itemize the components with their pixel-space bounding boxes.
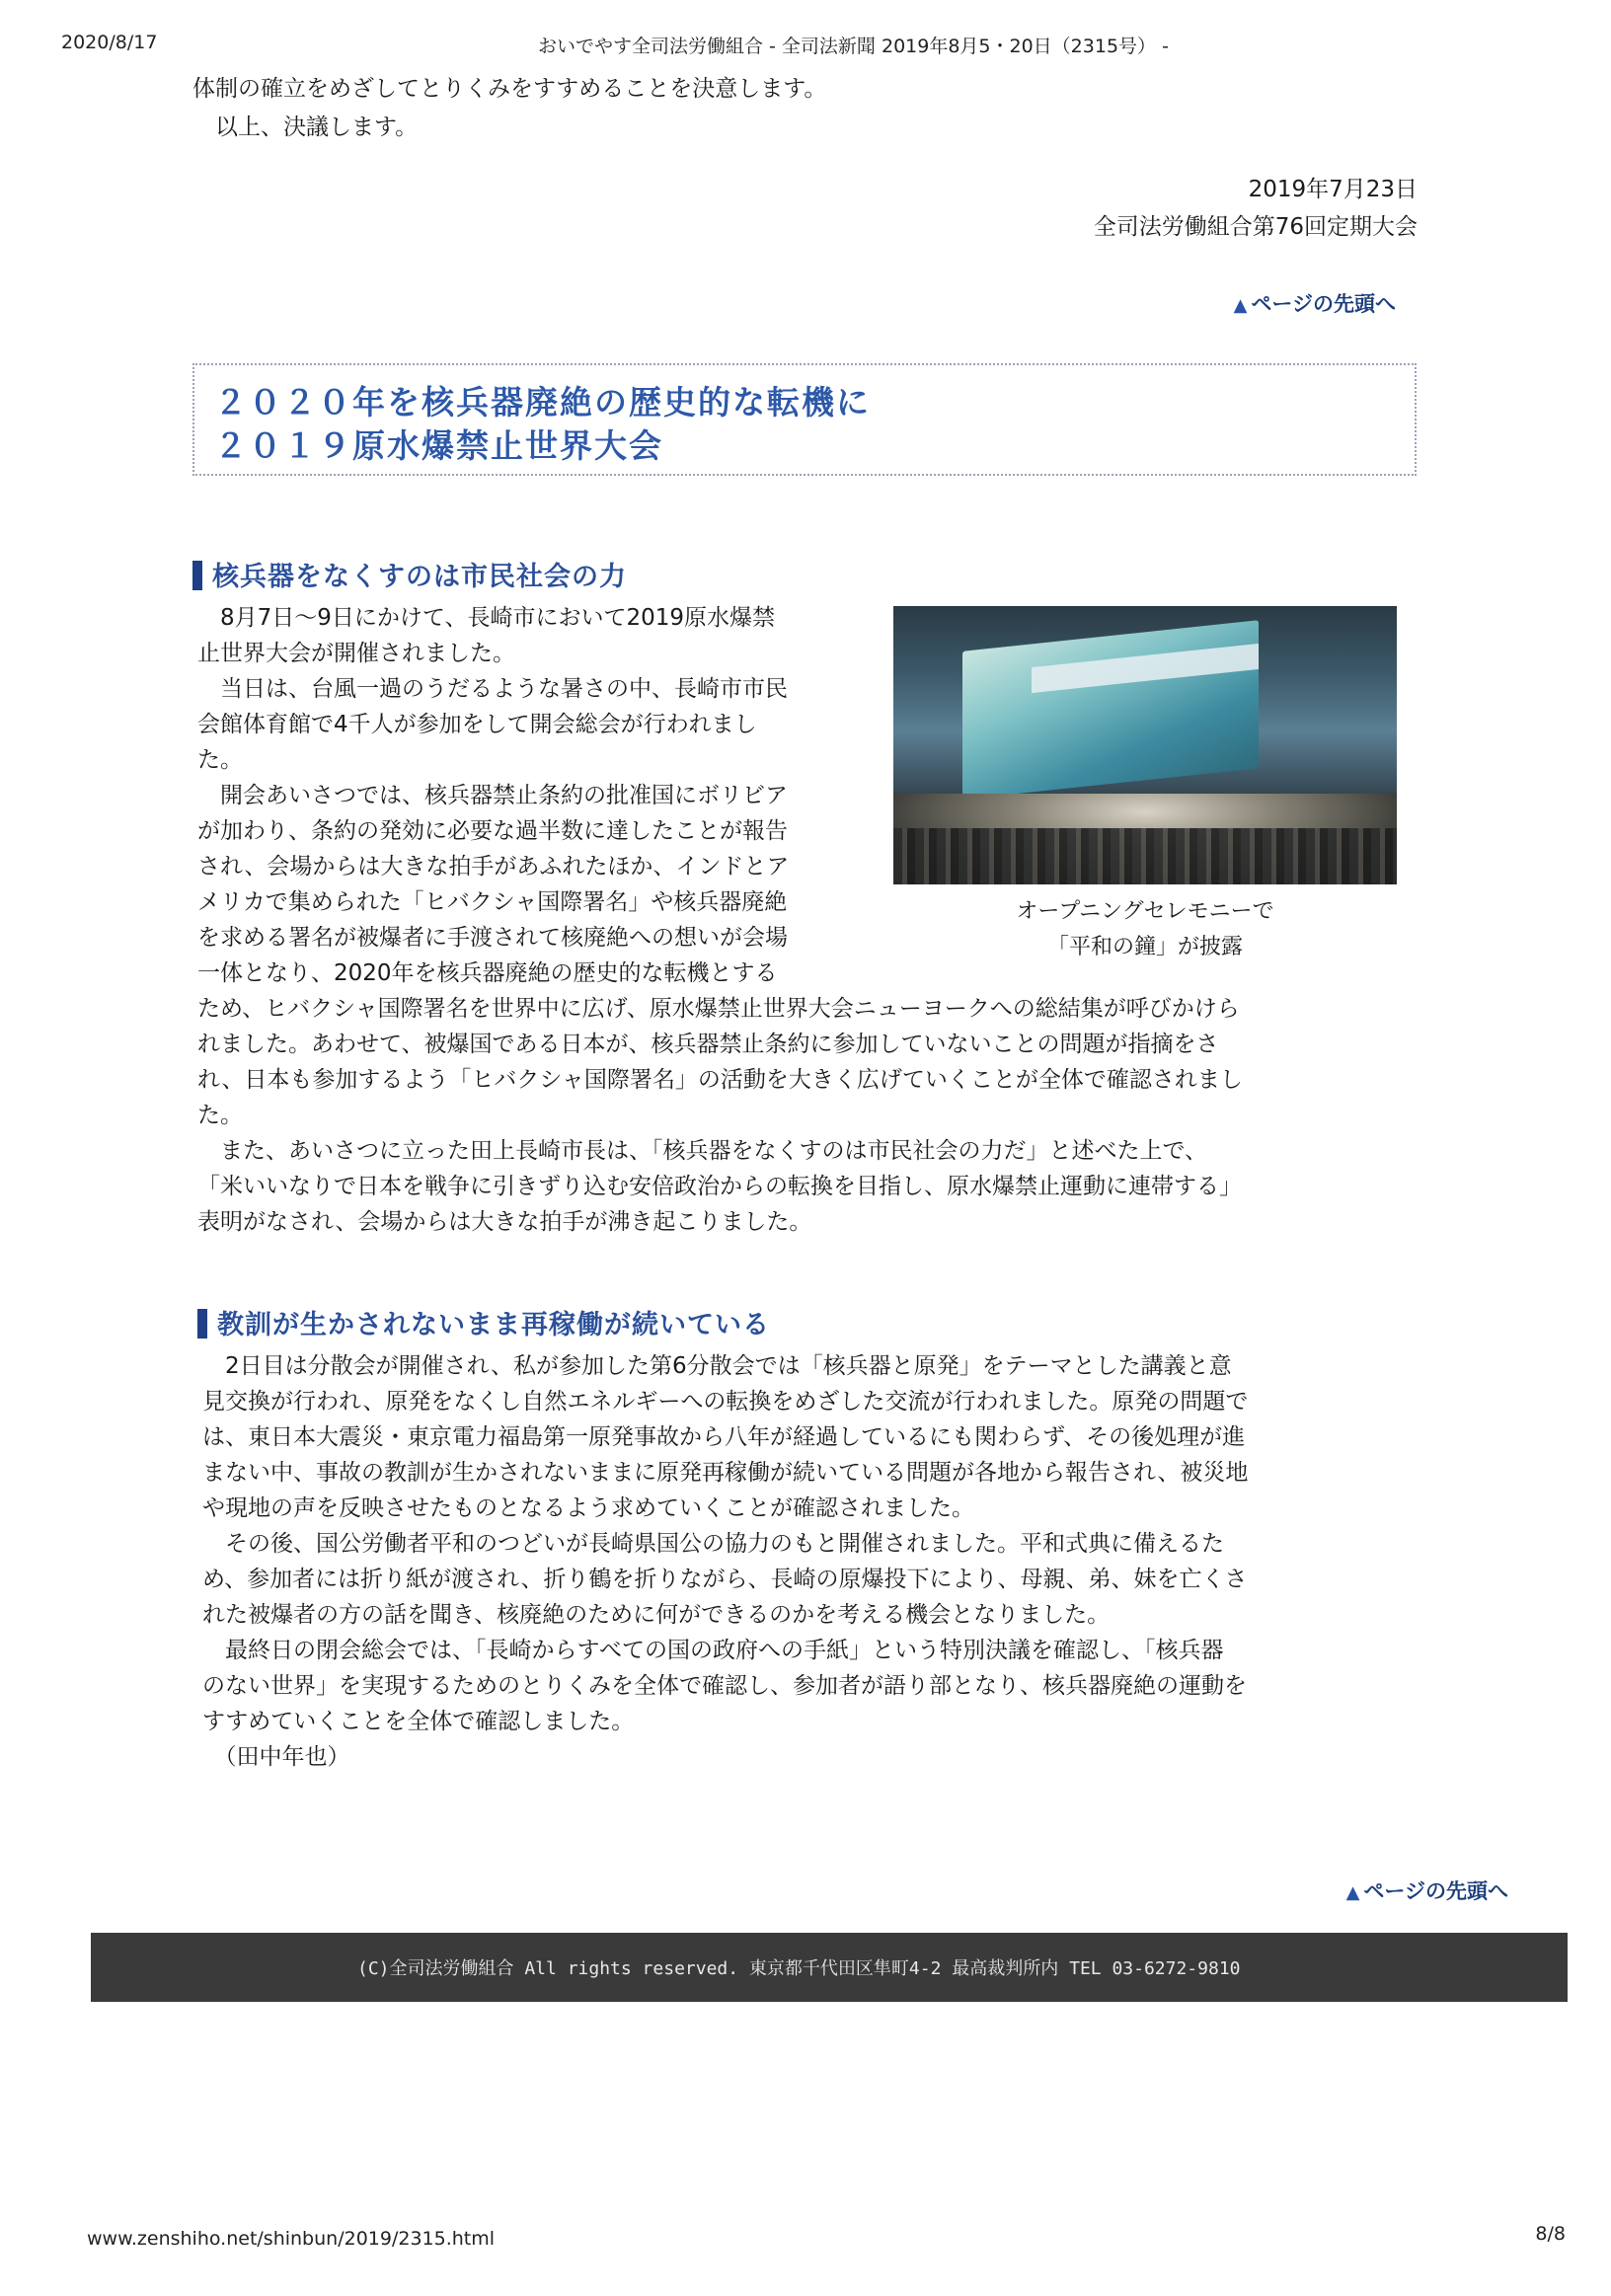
text-line: 見交換が行われ、原発をなくし自然エネルギーへの転換をめざした交流が行われました。原発の問題で bbox=[202, 1389, 1249, 1415]
text-line: 止世界大会が開催されました。 bbox=[197, 641, 515, 666]
text-line: 表明がなされ、会場からは大きな拍手が沸き起こりました。 bbox=[197, 1209, 812, 1235]
text-line: すすめていくことを全体で確認しました。 bbox=[202, 1709, 635, 1734]
event-photo bbox=[893, 606, 1397, 884]
resolution-signature: 全司法労働組合第76回定期大会 bbox=[1093, 214, 1418, 240]
print-url: www.zenshiho.net/shinbun/2019/2315.html bbox=[87, 2228, 496, 2250]
text-line: を求める署名が被爆者に手渡されて核廃絶への想いが会場 bbox=[197, 925, 788, 951]
print-date: 2020/8/17 bbox=[61, 32, 158, 53]
text-line: また、あいさつに立った田上長崎市長は、「核兵器をなくすのは市民社会の力だ」と述べた上で、 bbox=[197, 1138, 1208, 1164]
photo-stage-screen bbox=[962, 620, 1259, 800]
text-line: され、会場からは大きな拍手があふれたほか、インドとア bbox=[197, 854, 790, 880]
article-headline-line2: ２０１９原水爆禁止世界大会 bbox=[214, 426, 663, 465]
text-line: 一体となり、2020年を核兵器廃絶の歴史的な転機とする bbox=[197, 960, 778, 986]
resolution-line: 以上、決議します。 bbox=[215, 115, 419, 140]
section1-wide-paragraph bbox=[197, 991, 1243, 1240]
section-heading bbox=[192, 555, 627, 593]
footer-copyright: (C)全司法労働組合 All rights reserved. 東京都千代田区隼町4-2 最高裁判所内 TEL 03-6272-9810 bbox=[357, 1958, 1241, 1979]
text-line: れ、日本も参加するよう「ヒバクシャ国際署名」の活動を大きく広げていくことが全体で確認されまし bbox=[197, 1067, 1243, 1093]
back-to-top-link[interactable] bbox=[1346, 1875, 1508, 1905]
section1-narrow-paragraph bbox=[197, 600, 789, 991]
text-line: 最終日の閉会総会では、「長崎からすべての国の政府への手紙」という特別決議を確認し、「核兵器 bbox=[202, 1638, 1224, 1663]
text-line: 「米いいなりで日本を戦争に引きずり込む安倍政治からの転換を目指し、原水爆禁止運動に連帯する」 bbox=[197, 1174, 1242, 1199]
triangle-up-icon: ▲ bbox=[1233, 295, 1248, 316]
text-line: 8月7日～9日にかけて、長崎市において2019原水爆禁 bbox=[197, 605, 775, 631]
print-page-number: 8/8 bbox=[1535, 2223, 1566, 2245]
text-line: た。 bbox=[197, 1103, 243, 1128]
triangle-up-icon: ▲ bbox=[1345, 1882, 1360, 1903]
article-headline-line1: ２０２０年を核兵器廃絶の歴史的な転機に bbox=[214, 383, 871, 421]
back-to-top-label: ページの先頭へ bbox=[1363, 1879, 1508, 1903]
site-footer bbox=[91, 1933, 1568, 2002]
text-line: や現地の声を反映させたものとなるよう求めていくことが確認されました。 bbox=[202, 1495, 974, 1521]
text-line: れた被爆者の方の話を聞き、核廃絶のために何ができるのかを考える機会となりました。 bbox=[202, 1602, 1111, 1628]
section-heading-text: 核兵器をなくすのは市民社会の力 bbox=[212, 562, 627, 592]
text-line: た。 bbox=[197, 747, 243, 773]
text-line: め、参加者には折り紙が渡され、折り鶴を折りながら、長崎の原爆投下により、母親、弟、妹を亡くさ bbox=[202, 1567, 1248, 1592]
heading-bar-icon bbox=[192, 561, 202, 590]
text-line: その後、国公労働者平和のつどいが長崎県国公の協力のもと開催されました。平和式典に備えるた bbox=[202, 1531, 1224, 1557]
text-line: 当日は、台風一過のうだるような暑さの中、長崎市市民 bbox=[197, 676, 788, 702]
section2-paragraph bbox=[202, 1348, 1248, 1775]
photo-crowd bbox=[893, 828, 1397, 884]
text-line: 開会あいさつでは、核兵器禁止条約の批准国にボリビア bbox=[197, 783, 788, 808]
back-to-top-label: ページの先頭へ bbox=[1251, 292, 1396, 316]
back-to-top-link[interactable] bbox=[1234, 288, 1396, 318]
text-line: 2日目は分散会が開催され、私が参加した第6分散会では「核兵器と原発」をテーマとした講義と意 bbox=[202, 1353, 1232, 1379]
text-line: 会館体育館で4千人が参加をして開会総会が行われまし bbox=[197, 712, 757, 737]
text-line: のない世界」を実現するためのとりくみを全体で確認し、参加者が語り部となり、核兵器廃絶の運動を bbox=[202, 1673, 1247, 1699]
caption-line: オープニングセレモニーで bbox=[1016, 899, 1274, 924]
print-page-title: おいでやす全司法労働組合 - 全司法新聞 2019年8月5・20日（2315号） - bbox=[538, 36, 1169, 57]
section-heading bbox=[197, 1303, 770, 1341]
photo-caption bbox=[967, 894, 1323, 965]
text-line: ため、ヒバクシャ国際署名を世界中に広げ、原水爆禁止世界大会ニューヨークへの総結集が呼びかけら bbox=[197, 996, 1240, 1022]
text-line: メリカで集められた「ヒバクシャ国際署名」や核兵器廃絶 bbox=[197, 889, 788, 915]
caption-line: 「平和の鐘」が披露 bbox=[1046, 935, 1243, 959]
text-line: れました。あわせて、被爆国である日本が、核兵器禁止条約に参加していないことの問題が指摘をさ bbox=[197, 1032, 1219, 1057]
resolution-date: 2019年7月23日 bbox=[1248, 177, 1418, 202]
text-line: が加わり、条約の発効に必要な過半数に達したことが報告 bbox=[197, 818, 788, 844]
resolution-line: 体制の確立をめざしてとりくみをすすめることを決意します。 bbox=[192, 76, 827, 102]
text-line: は、東日本大震災・東京電力福島第一原発事故から八年が経過しているにも関わらず、その後処理が進 bbox=[202, 1424, 1246, 1450]
text-line: まない中、事故の教訓が生かされないままに原発再稼働が続いている問題が各地から報告され、被災地 bbox=[202, 1460, 1249, 1486]
heading-bar-icon bbox=[197, 1309, 207, 1339]
article-headline-box bbox=[192, 363, 1417, 476]
section-heading-text: 教訓が生かされないまま再稼働が続いている bbox=[217, 1310, 770, 1340]
text-line: （田中年也） bbox=[202, 1744, 350, 1770]
